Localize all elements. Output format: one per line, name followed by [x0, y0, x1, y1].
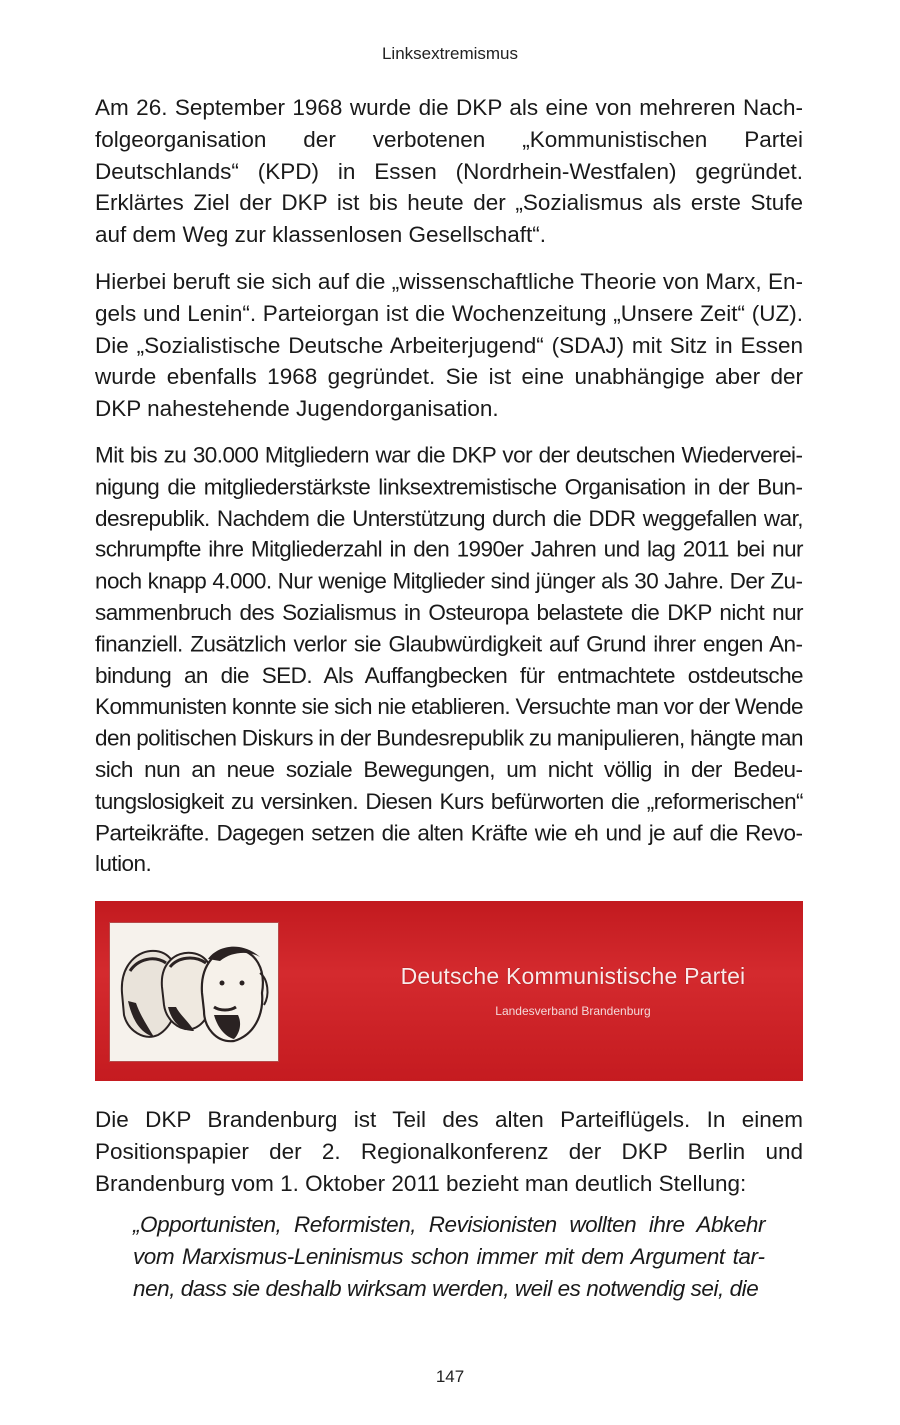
block-quote: „Opportunisten, Reformisten, Revisionisten wollten ihre Abkehr vom Marxismus-Leninismus schon immer mit dem Argument tarnen, dass sie deshalb wirksam werden, weil es notwendig sei, die [133, 1212, 765, 1301]
marx-engels-lenin-portrait-icon [109, 922, 279, 1062]
party-name: Deutsche Kommunistische Partei [400, 963, 746, 989]
paragraph-3 [95, 440, 803, 880]
paragraph-text: Hierbei beruft sie sich auf die „wissenschaftliche Theorie von Marx, Engels und Lenin“. Parteiorgan ist die Wochenzeitung „Unsere Zeit“ (UZ). Die „Sozialistische Deutsche Arbeiterjugend“ (SDAJ) mit Sitz in Essen wurde ebenfalls 1968 gegründet. Sie ist eine unabhängige aber der DKP nahestehende Jugendorganisation. [95, 269, 803, 422]
paragraph-4 [95, 1104, 803, 1199]
running-header: Linksextremismus [381, 44, 519, 63]
paragraph-1 [95, 92, 803, 251]
paragraph-2 [95, 266, 803, 425]
dkp-banner-image [95, 901, 803, 1081]
paragraph-text: Die DKP Brandenburg ist Teil des alten Parteiflügels. In einem Positionspapier der 2. Regionalkonferenz der DKP Berlin und Brandenburg vom 1. Oktober 2011 bezieht man deutlich Stellung: [95, 1107, 803, 1196]
paragraph-text: Mit bis zu 30.000 Mitgliedern war die DKP vor der deutschen Wiedervereinigung die mitgliederstärkste linksextremistische Organisation in der Bundesrepublik. Nachdem die Unterstützung durch die DDR weggefallen war, schrumpfte ihre Mitgliederzahl in den 1990er Jahren und lag 2011 bei nur noch knapp 4.000. Nur wenige Mitglieder sind jünger als 30 Jahre. Der Zusammenbruch des Sozialismus in Osteuropa belastete die DKP nicht nur finanziell. Zusätzlich verlor sie Glaubwürdigkeit auf Grund ihrer engen Anbindung an die SED. Als Auffangbecken für entmachtete ostdeutsche Kommunisten konnte sie sich nie etablieren. Versuchte man vor der Wende den politischen Diskurs in der Bundesrepublik zu manipulieren, hängte man sich nun an neue soziale Bewegungen, um nicht völlig in der Bedeutungslosigkeit zu versinken. Diesen Kurs befürworten die „reformerischen“ Parteikräfte. Dagegen setzen die alten Kräfte wie eh und je auf die Revolution. [95, 442, 803, 877]
page-number: 147 [435, 1367, 465, 1386]
party-subtitle: Landesverband Brandenburg [495, 1004, 651, 1018]
paragraph-text: Am 26. September 1968 wurde die DKP als eine von mehreren Nachfolgeorganisation der verbotenen „Kommunistischen Partei Deutschlands“ (KPD) in Essen (Nordrhein-Westfalen) gegründet. Erklärtes Ziel der DKP ist bis heute der „Sozialismus als erste Stufe auf dem Weg zur klassenlosen Gesellschaft“. [95, 95, 803, 248]
